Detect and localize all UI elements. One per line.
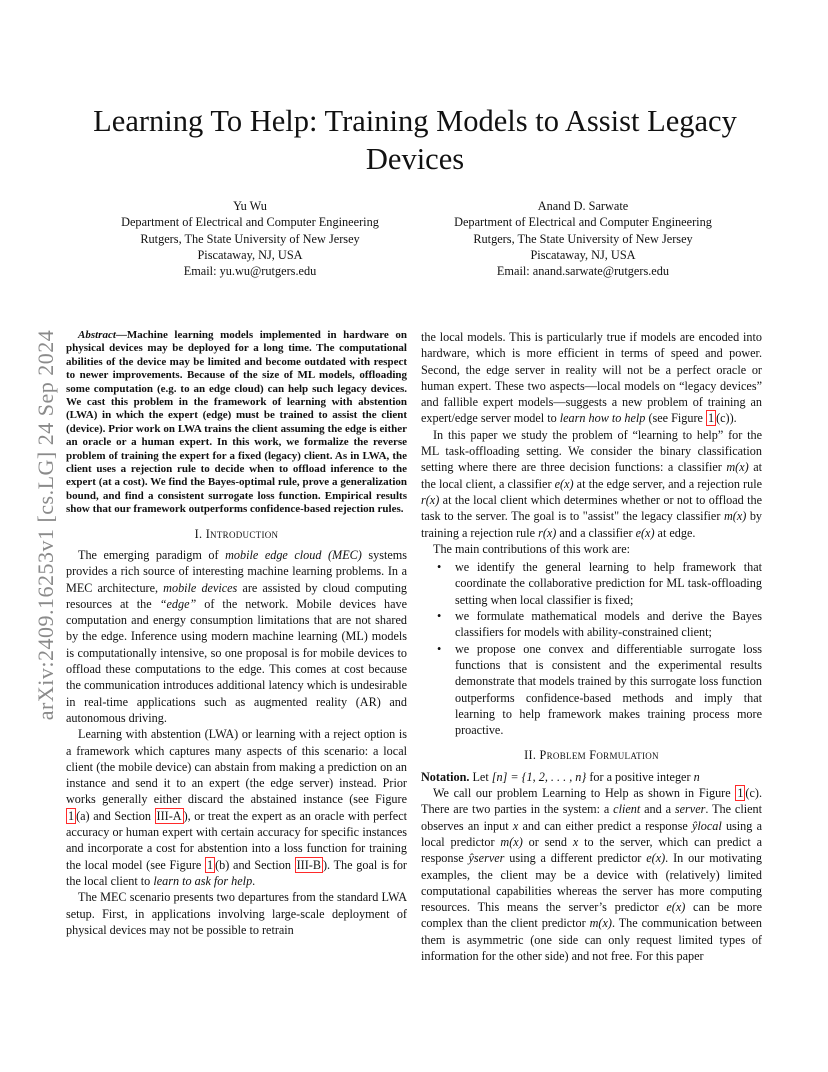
author-block-2 xyxy=(418,198,748,279)
paper-title: Learning To Help: Training Models to Assist Legacy Devices xyxy=(93,104,737,176)
author-email: Email: anand.sarwate@rutgers.edu xyxy=(496,264,670,279)
author-university: Rutgers, The State University of New Jersey xyxy=(473,231,693,246)
abstract-label: Abstract xyxy=(78,329,116,341)
author-email: Email: yu.wu@rutgers.edu xyxy=(183,264,317,279)
intro-paragraph-1: The emerging paradigm of mobile edge cloud (MEC) systems provides a rich source of interesting machine learning problems. In a MEC architecture, mobile devices are assisted by cloud computing resources at the “edge” of the network. Mobile devices have computation and energy consumption limitations that are not shared by the edge. Inference using modern machine learning (ML) models is computationally intensive, so one proposal is for mobile devices to offload these computations to the edge. This comes at cost because the communication introduces additional latency which is undesirable in real-time applications such as augmented reality (AR) and autonomous driving. xyxy=(66,547,408,725)
figure-link[interactable]: 1 xyxy=(207,857,214,872)
section-link[interactable]: III-B xyxy=(296,857,321,872)
author-city: Piscataway, NJ, USA xyxy=(530,247,636,262)
author-name: Anand D. Sarwate xyxy=(537,199,629,213)
abstract-text: —Machine learning models implemented in hardware on physical devices may be deployed for a long time. The computational abilities of the device may be limited and become outdated with respect to newer improvements. Because of the size of ML models, offloading some computation (e.g. to an edge cloud) can help such legacy devices. We cast this problem in the framework of learning with abstention (LWA) in which the expert (edge) must be trained to assist the client (device). Prior work on LWA trains the client assuming the edge is either an oracle or a human expert. In this work, we formalize the reverse problem of training the expert for a fixed (legacy) client. As in LWA, the client uses a rejection rule to decide when to offload inference to the expert (at a cost). We find the Bayes-optimal rule, prove a generalization bound, and find a consistent surrogate loss function. Empirical results show that our framework outperforms confidence-based rejection rules. xyxy=(66,329,407,516)
arxiv-stamp xyxy=(34,290,58,760)
abstract xyxy=(66,329,407,517)
contributions-list xyxy=(421,559,762,738)
intro-paragraph-3-continued: the local models. This is particularly true if models are encoded into hardware, which is more efficient in terms of speed and power. Second, the edge server in reality will not be a perfect oracle or human expert. These two aspects—local models on “legacy devices” and fallible expert models—suggests a new problem of training an expert/edge server model to learn how to help (see Figure 1 (c)). xyxy=(421,330,762,426)
author-block-1 xyxy=(85,198,415,279)
contribution-item: • we propose one convex and differentiable surrogate loss functions that is consistent and the experimental results demonstrate that models trained by this surrogate loss function outperforms confidence-based methods and imply that learning to help framework makes training process more proactive. xyxy=(453,641,762,739)
figure-link[interactable]: 1 xyxy=(68,808,75,823)
section-heading-introduction: I. Introduction xyxy=(194,526,279,541)
figure-link[interactable]: 1 xyxy=(708,411,715,426)
author-city: Piscataway, NJ, USA xyxy=(197,247,303,262)
intro-paragraph-2: Learning with abstention (LWA) or learning with a reject option is a framework which captures many aspects of this scenario: a local client (the mobile device) can abstain from making a prediction on an instance and send it to an expert (the edge server) instead. Prior works generally either discard the abstained instance (see Figure 1 (a) and Section III-A ), or treat the expert as an oracle with perfect accuracy or human expert with certain accuracy for specific instances and incorporate a cost for abstention into a loss function for training the local model (see Figure 1 (b) and Section III-B ). The goal is for the local client to learn to ask for help. xyxy=(66,727,407,888)
intro-paragraph-3: The MEC scenario presents two departures from the standard LWA setup. First, in applications involving large-scale deployment of physical devices may not be possible to retrain xyxy=(66,890,407,937)
section-heading-problem-formulation: II. Problem Formulation xyxy=(524,748,659,763)
left-column xyxy=(66,329,407,938)
right-column xyxy=(421,329,762,964)
contributions-intro: The main contributions of this work are: xyxy=(433,541,630,556)
notation-paragraph: Notation. Let [n] = {1, 2, . . . , n} for a positive integer n xyxy=(421,769,700,784)
contribution-item: • we identify the general learning to help framework that coordinate the collaborative prediction for ML task-offloading setting when local classifier is fixed; xyxy=(453,559,762,608)
problem-paragraph-1: We call our problem Learning to Help as shown in Figure 1 (c). There are two parties in the system: a client and a server. The client observes an input x and can either predict a response ŷlocal using a local predictor m(x) or send x to the server, which can predict a response ŷserver using a different predictor e(x). In our motivating examples, the client may be a device with (relatively) limited computational capabilities whereas the server has more computing resources. This means the server’s predictor e(x) can be more complex than the client predictor m(x). The communication between them is asymmetric (one side can only request limited types of information for the other side) and not free. For this paper xyxy=(421,786,762,963)
author-department: Department of Electrical and Computer Engineering xyxy=(454,215,712,230)
author-department: Department of Electrical and Computer Engineering xyxy=(121,215,379,230)
author-university: Rutgers, The State University of New Jersey xyxy=(140,231,360,246)
figure-link[interactable]: 1 xyxy=(737,786,744,801)
section-link[interactable]: III-A xyxy=(156,808,182,823)
intro-paragraph-4: In this paper we study the problem of “learning to help” for the ML task-offloading setting. We consider the binary classification setting where there are three decision functions: a classifier m(x) at the local client, a classifier e(x) at the edge server, and a rejection rule r(x) at the local client which determines whether or not to offload the task to the server. The goal is to "assist" the legacy classifier m(x) by training a rejection rule r(x) and a classifier e(x) at edge. xyxy=(421,427,763,540)
contribution-item: • we formulate mathematical models and derive the Bayes classifiers for models with ability-constrained client; xyxy=(453,608,762,641)
arxiv-stamp-text: arXiv:2409.16253v1 [cs.LG] 24 Sep 2024 xyxy=(33,329,58,721)
author-name: Yu Wu xyxy=(233,199,267,213)
